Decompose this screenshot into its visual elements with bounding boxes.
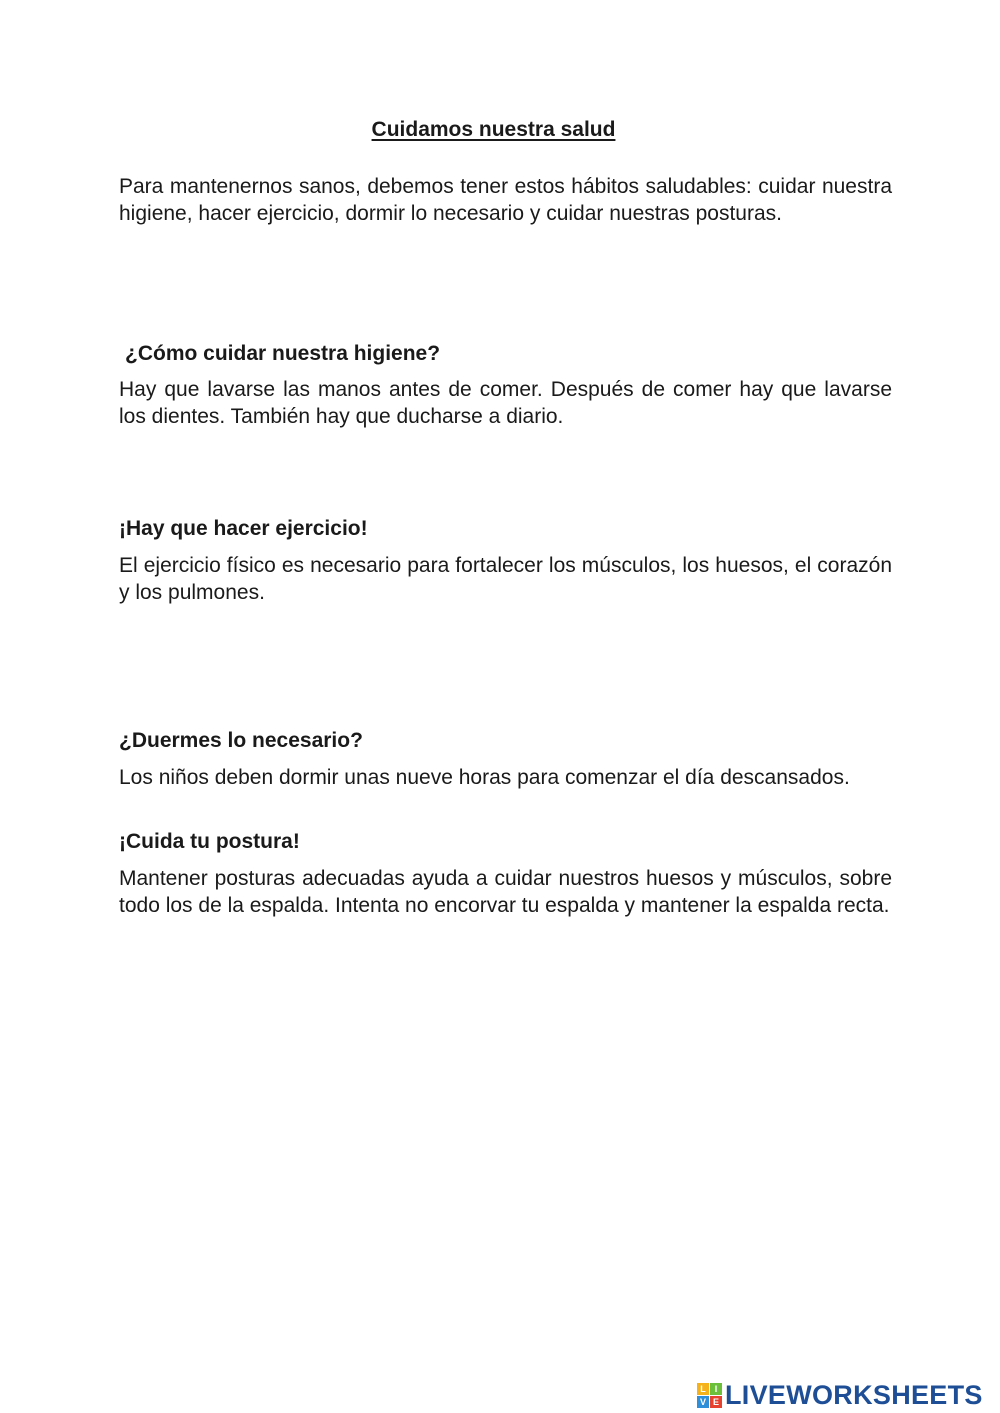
section-heading-hygiene: ¿Cómo cuidar nuestra higiene? [125, 342, 441, 365]
logo-mark-tile: E [710, 1396, 722, 1408]
logo-mark-tile: L [697, 1383, 709, 1395]
section-heading-exercise: ¡Hay que hacer ejercicio! [119, 517, 368, 540]
page-title: Cuidamos nuestra salud [371, 118, 616, 141]
logo-text: LIVEWORKSHEETS [725, 1379, 983, 1410]
liveworksheets-logo-icon [697, 1383, 722, 1408]
liveworksheets-logo [697, 1378, 983, 1412]
section-body-posture: Mantener posturas adecuadas ayuda a cuidar nuestros huesos y músculos, sobre todo los de la espalda. Intenta no encorvar tu espalda y mantener la espalda recta. [119, 867, 892, 917]
section-heading-posture: ¡Cuida tu postura! [119, 830, 300, 853]
section-body-sleep: Los niños deben dormir unas nueve horas para comenzar el día descansados. [119, 766, 850, 789]
logo-mark-tile: I [710, 1383, 722, 1395]
logo-mark-tile: V [697, 1396, 709, 1408]
section-body-hygiene: Hay que lavarse las manos antes de comer. Después de comer hay que lavarse los dientes. También hay que ducharse a diario. [119, 378, 892, 428]
intro-paragraph: Para mantenernos sanos, debemos tener estos hábitos saludables: cuidar nuestra higiene, hacer ejercicio, dormir lo necesario y cuidar nuestras posturas. [119, 175, 892, 225]
section-body-exercise: El ejercicio físico es necesario para fortalecer los músculos, los huesos, el corazón y los pulmones. [119, 554, 892, 604]
section-heading-sleep: ¿Duermes lo necesario? [119, 729, 363, 752]
